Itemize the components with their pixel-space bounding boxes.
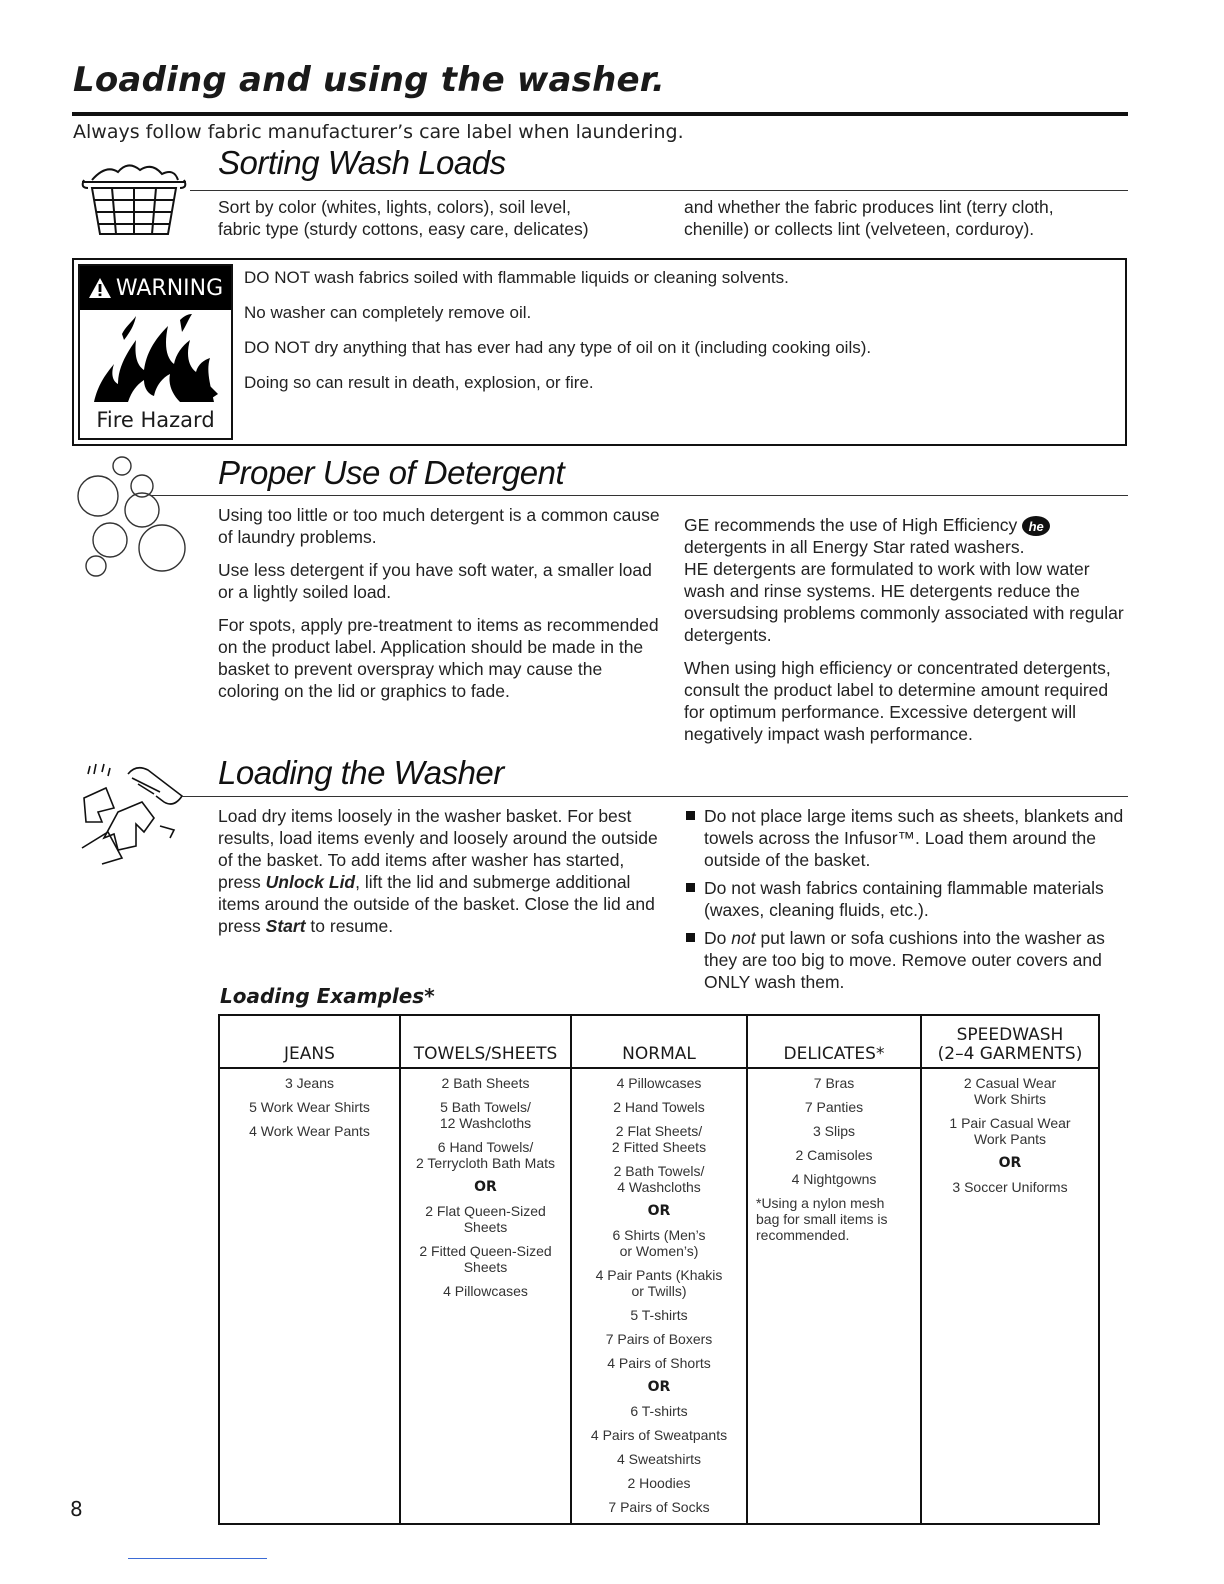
unlock-lid-label: Unlock Lid (265, 872, 356, 892)
speedwash-cell (921, 1068, 1099, 1524)
load-item: 2 Flat Queen-Sized Sheets (425, 1203, 546, 1235)
sorting-col1-line: Sort by color (whites, lights, colors), soil level, (218, 197, 572, 217)
detergent-title: Proper Use of Detergent (218, 454, 565, 491)
towels-cell (400, 1068, 571, 1524)
loading-text: Load dry items loosely in the washer basket. For best results, load items evenly and loosely around the outside of the basket. To add items after washer has started, press (218, 806, 658, 892)
footer-line (128, 1558, 267, 1559)
or-separator: OR (647, 1203, 671, 1219)
warning-triangle-icon (88, 277, 112, 299)
bullet-item (684, 927, 1128, 993)
fire-hazard-label: Fire Hazard (96, 408, 215, 432)
load-item: 4 Pairs of Sweatpants (590, 1427, 728, 1443)
detergent-para: When using high efficiency or concentrated detergents, consult the product label to determine amount required for optimum performance. Excessive detergent will negatively impact wash performance. (684, 658, 1111, 745)
speedwash-header-line: (2–4 GARMENTS) (937, 1044, 1083, 1064)
load-item: 3 Slips (812, 1123, 856, 1139)
or-separator: OR (998, 1155, 1022, 1171)
load-item: 6 T-shirts (630, 1403, 688, 1419)
clothes-icon (78, 762, 188, 868)
sorting-rule (190, 190, 1128, 191)
normal-cell (571, 1068, 747, 1524)
detergent-rule (150, 495, 1128, 496)
loading-text: , lift the lid and submerge additional items around the outside of the basket. Close the lid and press (218, 872, 655, 936)
page-number: 8 (70, 1497, 83, 1521)
load-item: 7 Pairs of Socks (608, 1499, 710, 1515)
detergent-para: HE detergents are formulated to work with low water wash and rinse systems. HE detergents reduce the oversudsing problems commonly associated with regular detergents. (684, 559, 1124, 646)
bubbles-icon (76, 454, 188, 580)
load-item: 6 Shirts (Men’s or Women’s) (612, 1227, 706, 1259)
intro-text: Always follow fabric manufacturer’s care label when laundering. (73, 121, 684, 143)
load-item: 2 Bath Sheets (441, 1075, 530, 1091)
page-title: Loading and using the washer. (73, 60, 665, 100)
detergent-para: Use less detergent if you have soft water, a smaller load or a lightly soiled load. (218, 560, 652, 602)
warning-line: No washer can completely remove oil. (244, 303, 532, 322)
warning-label: WARNING (115, 275, 224, 301)
load-item: 2 Flat Sheets/ 2 Fitted Sheets (611, 1123, 707, 1155)
delicates-cell (747, 1068, 921, 1524)
load-item: 4 Pairs of Shorts (607, 1355, 711, 1371)
start-label: Start (265, 916, 306, 936)
warning-header (80, 266, 231, 310)
examples-title: Loading Examples* (220, 984, 435, 1008)
warning-lines (244, 266, 871, 406)
load-item: 1 Pair Casual Wear Work Pants (949, 1115, 1071, 1147)
sorting-col2-line: chenille) or collects lint (velveteen, corduroy). (684, 219, 1035, 239)
load-item: 7 Bras (813, 1075, 855, 1091)
column-header-normal: NORMAL (571, 1015, 747, 1068)
detergent-right (684, 514, 1128, 756)
load-item: 3 Jeans (284, 1075, 335, 1091)
delicates-note: *Using a nylon mesh bag for small items is recommended. (756, 1195, 888, 1243)
bullet-text: put lawn or sofa cushions into the washer as they are too big to move. Remove outer covers and ONLY wash them. (704, 928, 1105, 992)
sorting-col1 (218, 196, 658, 240)
load-item: 4 Work Wear Pants (249, 1123, 370, 1139)
load-item: 2 Casual Wear Work Shirts (963, 1075, 1057, 1107)
loading-bullets (684, 805, 1128, 999)
column-header-delicates: DELICATES* (747, 1015, 921, 1068)
loading-title: Loading the Washer (218, 754, 504, 791)
warning-line: DO NOT dry anything that has ever had any type of oil on it (including cooking oils). (244, 338, 872, 357)
title-rule (72, 112, 1128, 116)
warning-line: Doing so can result in death, explosion, or fire. (244, 373, 594, 392)
load-item: 4 Pair Pants (Khakis or Twills) (595, 1267, 723, 1299)
load-item: 4 Sweatshirts (616, 1451, 702, 1467)
load-item: 3 Soccer Uniforms (952, 1179, 1068, 1195)
bullet-item: Do not wash fabrics containing flammable materials (waxes, cleaning fluids, etc.). (684, 877, 1128, 921)
sorting-col1-line: fabric type (sturdy cottons, easy care, delicates) (218, 219, 589, 239)
warning-line: DO NOT wash fabrics soiled with flammable liquids or cleaning solvents. (244, 268, 789, 287)
loading-left-para (218, 805, 664, 937)
jeans-cell (219, 1068, 400, 1524)
column-header-towels: TOWELS/SHEETS (400, 1015, 571, 1068)
column-header-jeans: JEANS (219, 1015, 400, 1068)
bullet-emphasis: not (731, 928, 756, 948)
load-item: 2 Camisoles (795, 1147, 873, 1163)
loading-examples-table (218, 1014, 1100, 1525)
bullet-item: Do not place large items such as sheets, blankets and towels across the Infusor™. Load them around the outside of the basket. (684, 805, 1128, 871)
he-logo-icon: he (1022, 516, 1050, 536)
load-item: 5 Work Wear Shirts (249, 1099, 370, 1115)
loading-rule (182, 796, 1128, 797)
detergent-left (218, 504, 664, 713)
load-item: 7 Pairs of Boxers (605, 1331, 713, 1347)
detergent-para: Using too little or too much detergent is a common cause of laundry problems. (218, 505, 660, 547)
speedwash-header-line: SPEEDWASH (956, 1025, 1064, 1045)
sorting-col2-line: and whether the fabric produces lint (terry cloth, (684, 197, 1054, 217)
sorting-title: Sorting Wash Loads (218, 144, 506, 181)
load-item: 2 Hoodies (627, 1475, 691, 1491)
or-separator: OR (474, 1179, 497, 1195)
or-separator: OR (647, 1379, 671, 1395)
load-item: 4 Pillowcases (616, 1075, 702, 1091)
load-item: 6 Hand Towels/ 2 Terrycloth Bath Mats (415, 1139, 556, 1171)
load-item: 4 Nightgowns (791, 1171, 877, 1187)
loading-text: to resume. (310, 916, 394, 936)
load-item: 4 Pillowcases (443, 1283, 528, 1299)
detergent-para: For spots, apply pre-treatment to items as recommended on the product label. Application should be made in the basket to prevent overspray which may cause the coloring on the lid or graphics to fade. (218, 615, 659, 701)
load-item: 5 Bath Towels/ 12 Washcloths (439, 1099, 532, 1131)
load-item: 5 T-shirts (630, 1307, 688, 1323)
load-item: 7 Panties (804, 1099, 864, 1115)
bullet-text: Do (704, 928, 727, 948)
load-item: 2 Hand Towels (613, 1099, 705, 1115)
he-recommend-text-end: detergents in all Energy Star rated washers. (684, 537, 1025, 558)
fire-icon (88, 314, 224, 406)
column-header-speedwash (921, 1015, 1099, 1068)
he-recommend-text: GE recommends the use of High Efficiency (684, 515, 1018, 535)
laundry-basket-icon (78, 158, 190, 242)
load-item: 2 Fitted Queen-Sized Sheets (419, 1243, 552, 1275)
sorting-col2 (684, 196, 1124, 240)
load-item: 2 Bath Towels/ 4 Washcloths (613, 1163, 705, 1195)
